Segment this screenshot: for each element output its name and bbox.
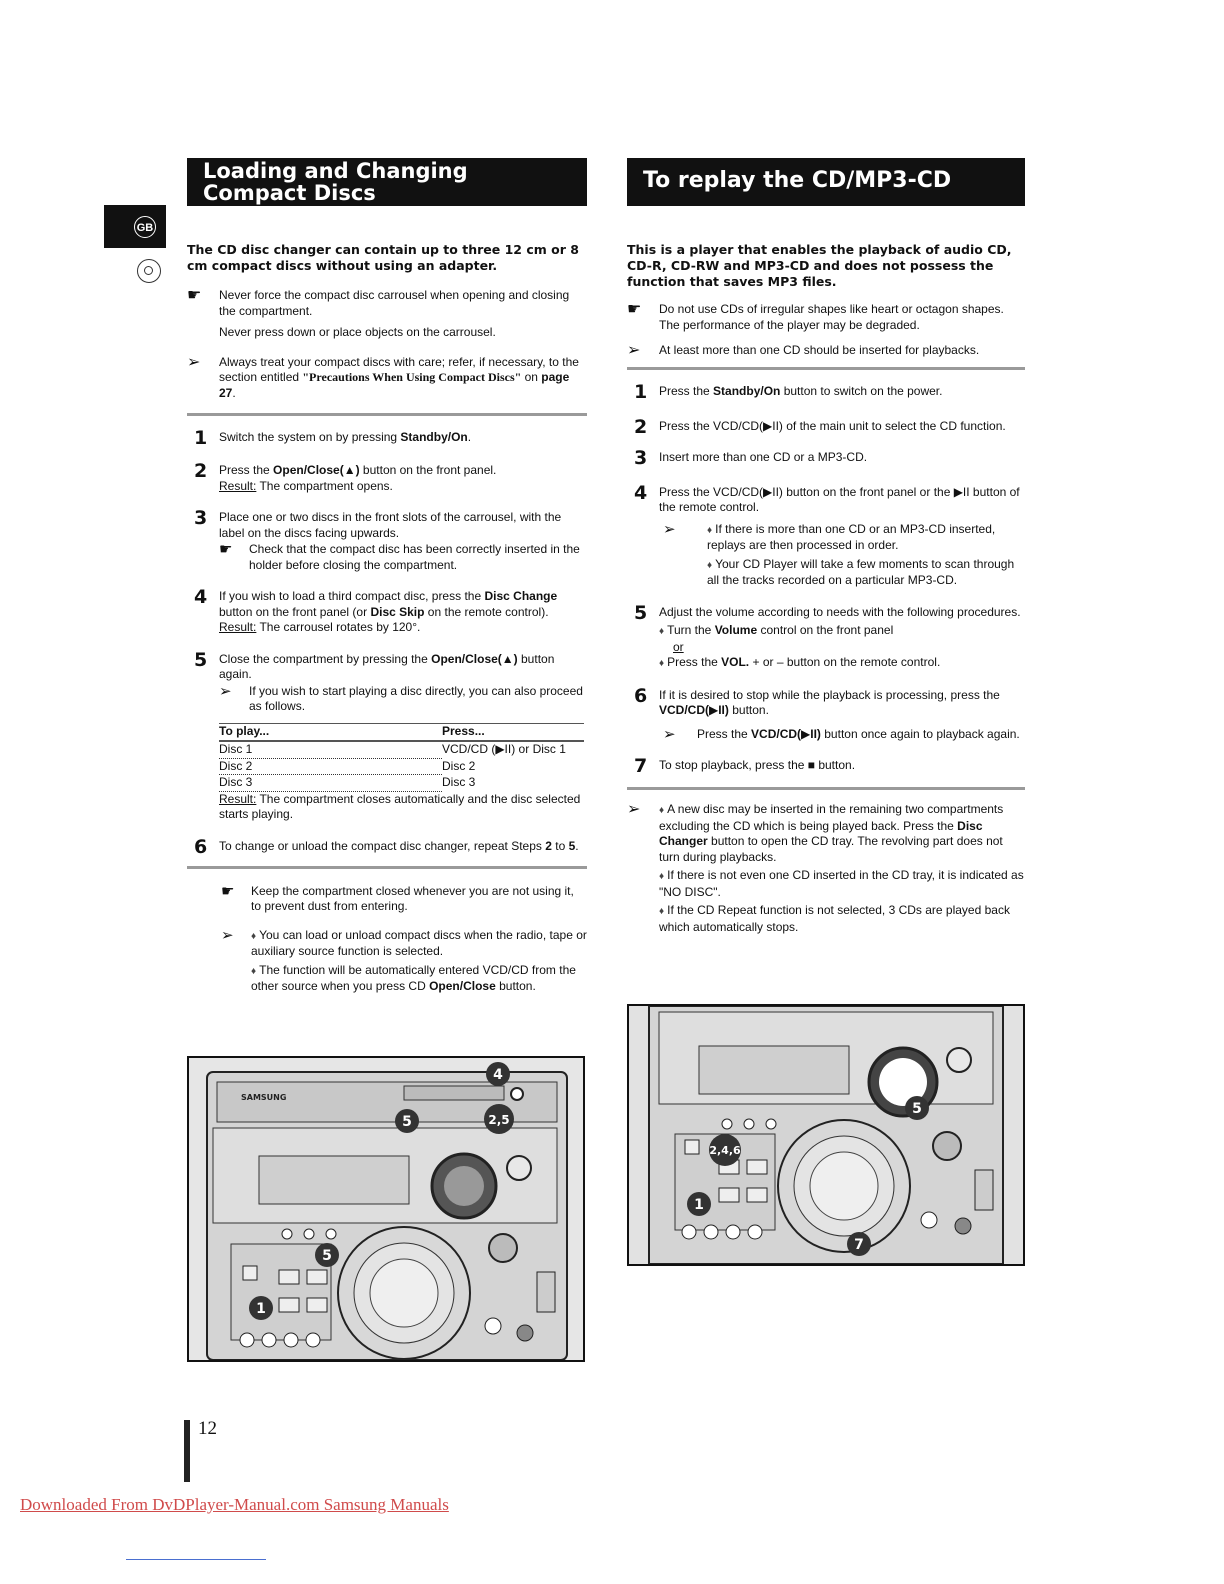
footer-download-link[interactable]: Downloaded From DvDPlayer-Manual.com Samsung Manuals <box>20 1495 449 1514</box>
right-step-6 <box>627 684 1025 743</box>
arrow-tip-icon: ➢ <box>663 520 676 538</box>
step-bold: Standby/On <box>400 430 468 444</box>
left-section-title: Loading and Changing Compact Discs <box>187 158 587 206</box>
step-number: 4 <box>194 586 208 608</box>
step-text: Close the compartment by pressing the <box>219 651 432 666</box>
step-text: button to switch on the power. <box>780 383 943 398</box>
callout-1: 1 <box>694 1197 704 1213</box>
arrow-tip-icon: ➢ <box>219 682 232 700</box>
bullet-text: ♦ If the CD Repeat function is not selected, 3 CDs are played back which automatically stops. <box>659 903 1025 935</box>
right-step-2 <box>627 415 1025 438</box>
pointing-hand-icon: ☛ <box>219 541 233 558</box>
note-text: Never force the compact disc carrousel when opening and closing the compartment. <box>219 288 570 318</box>
step-text: button. <box>728 703 769 717</box>
step-number: 4 <box>634 481 648 504</box>
step-bold: Disc Skip <box>370 604 425 619</box>
page-number: 12 <box>198 1418 217 1439</box>
step-bold: Open/Close(▲) <box>273 463 360 477</box>
right-step-5 <box>627 601 1025 672</box>
note-text: on <box>521 370 542 384</box>
bullet-text: ♦ You can load or unload compact discs when the radio, tape or auxiliary source function is selected. <box>251 928 587 960</box>
step-number: 2 <box>634 415 648 438</box>
table-header-press: Press... <box>442 723 584 741</box>
or-text: or <box>673 639 684 654</box>
step-text: To change or unload the compact disc changer, repeat Steps <box>219 838 546 853</box>
left-bottom-note-2 <box>187 928 587 995</box>
table-cell: Disc 2 <box>219 758 442 775</box>
step-bold: 2 <box>545 838 552 853</box>
right-step-4 <box>627 481 1025 589</box>
note-text: . <box>232 385 236 400</box>
bullet-text: ♦ Your CD Player will take a few moments to scan through all the tracks recorded on a particular MP3-CD. <box>707 557 1025 589</box>
step-bold: Standby/On <box>713 383 781 398</box>
arrow-tip-icon: ➢ <box>663 725 676 743</box>
note-page-ref: page 27 <box>219 370 570 400</box>
bullet-text: button to open the CD tray. The revolving part does not turn during playbacks. <box>659 834 1003 864</box>
arrow-tip-icon: ➢ <box>221 926 234 944</box>
callout-4: 4 <box>493 1067 503 1083</box>
step-number: 1 <box>194 427 208 449</box>
right-section-title: To replay the CD/MP3-CD <box>627 158 1025 206</box>
footer-underline <box>126 1559 266 1560</box>
bullet-text: The function will be automatically entered VCD/CD from the other source when you press CD <box>251 962 576 993</box>
result-text: The compartment closes automatically and the disc selected starts playing. <box>219 791 581 821</box>
step-bold: Open/Close(▲) <box>431 651 518 666</box>
left-intro: The CD disc changer can contain up to three 12 cm or 8 cm compact discs without using an adapter. <box>187 242 579 273</box>
note-bold: VCD/CD(▶II) <box>751 726 821 741</box>
left-step-3 <box>187 507 587 573</box>
step-text: To stop playback, press the ■ button. <box>659 758 856 772</box>
right-step-1 <box>627 380 1025 403</box>
step-text: to <box>551 838 569 853</box>
step-text: . <box>575 838 579 853</box>
table-cell: Disc 3 <box>219 775 442 792</box>
step-bold: VCD/CD(▶II) <box>659 703 729 717</box>
play-table <box>219 723 584 792</box>
right-step-7 <box>627 755 1025 777</box>
step-note: Check that the compact disc has been correctly inserted in the holder before closing the compartment. <box>249 542 580 572</box>
stereo-front-panel-drawing-2 <box>629 1006 1023 1264</box>
left-note-tip <box>187 355 587 402</box>
note-text: button once again to playback again. <box>820 726 1020 741</box>
step-text: button on the front panel (or <box>219 604 371 619</box>
callout-7: 7 <box>854 1237 864 1253</box>
result-label: Result: <box>219 478 257 493</box>
bullet-text: Turn the <box>667 623 715 637</box>
step-text: Place one or two discs in the front slots of the carrousel, with the label on the discs facing upwards. <box>219 510 562 540</box>
table-cell: Disc 2 <box>442 758 476 773</box>
bullet-bold: Disc Changer <box>659 818 983 848</box>
right-note-caution <box>627 302 1025 333</box>
bullet-text: ♦ If there is more than one CD or an MP3-CD inserted, replays are then processed in order. <box>707 522 1025 554</box>
callout-5: 5 <box>402 1114 412 1130</box>
language-tab-gb <box>104 205 166 248</box>
step-number: 2 <box>194 460 208 482</box>
bullet-bold: Open/Close <box>429 979 496 993</box>
note-text: Keep the compartment closed whenever you are not using it, to prevent dust from entering. <box>251 883 574 913</box>
step-text: If it is desired to stop while the playback is processing, press the <box>659 687 1000 702</box>
left-step-1 <box>187 427 587 449</box>
table-row <box>219 775 584 792</box>
right-note-tip <box>627 343 1025 359</box>
bullet-text: + or – button on the remote control. <box>749 655 941 669</box>
brand-label: SAMSUNG <box>241 1093 287 1102</box>
arrow-tip-icon: ➢ <box>187 353 201 371</box>
table-row <box>219 758 584 775</box>
stereo-front-panel-drawing <box>189 1058 583 1360</box>
bullet-text: button. <box>495 979 536 993</box>
callout-1: 1 <box>256 1301 266 1317</box>
step-text: If you wish to load a third compact disc, press the <box>219 589 485 603</box>
step-text: Press the <box>219 463 274 477</box>
step-text: Press the VCD/CD(▶II) button on the front panel or the ▶II button of the remote control. <box>659 484 1020 514</box>
bullet-bold: VOL. <box>721 655 750 669</box>
step-note: If you wish to start playing a disc directly, you can also proceed as follows. <box>249 683 583 713</box>
step-number: 1 <box>634 380 648 403</box>
step-text: Insert more than one CD or a MP3-CD. <box>659 449 868 464</box>
step-text: button again. <box>219 651 555 681</box>
bullet-text: A new disc may be inserted in the remaining two compartments excluding the CD which is being played back. Press the <box>659 802 1004 833</box>
note-text: Press the <box>697 726 752 741</box>
step-number: 3 <box>194 507 208 529</box>
note-text: Never press down or place objects on the carrousel. <box>219 325 496 339</box>
step-text: Press the VCD/CD(▶II) of the main unit to select the CD function. <box>659 418 1006 433</box>
step-text: . <box>467 430 472 444</box>
left-step-4 <box>187 586 587 636</box>
step-bold: 5 <box>568 838 576 853</box>
step-text: button on the front panel. <box>359 463 497 477</box>
left-column <box>187 158 587 995</box>
result-text: The carrousel rotates by 120°. <box>256 620 421 634</box>
step-text: Adjust the volume according to needs with the following procedures. <box>659 604 1021 619</box>
arrow-tip-icon: ➢ <box>627 801 641 818</box>
step-text: on the remote control). <box>424 604 549 619</box>
callout-5-lower: 5 <box>322 1248 332 1264</box>
table-cell: Disc 1 <box>219 741 442 758</box>
table-cell: Disc 3 <box>442 775 476 789</box>
step-number: 3 <box>634 446 648 469</box>
step-number: 6 <box>194 835 208 858</box>
result-label: Result: <box>219 620 257 634</box>
callout-2-5: 2,5 <box>488 1113 510 1127</box>
right-device-illustration <box>627 1004 1025 1266</box>
note-text: Always treat your compact discs with care; refer, if necessary, to the section entitled <box>219 354 579 384</box>
table-header-play: To play... <box>219 723 442 741</box>
left-device-illustration <box>187 1056 585 1362</box>
pointing-hand-icon: ☛ <box>221 882 235 900</box>
pointing-hand-icon: ☛ <box>627 301 642 318</box>
left-bottom-note-1 <box>187 884 587 915</box>
left-step-5 <box>187 648 587 823</box>
right-column <box>627 158 1025 935</box>
right-bottom-notes <box>627 802 1025 935</box>
right-step-3 <box>627 446 1025 469</box>
step-number: 7 <box>634 755 648 777</box>
table-cell: VCD/CD (▶II) or Disc 1 <box>442 742 566 757</box>
note-bold: "Precautions When Using Compact Discs" <box>302 370 522 384</box>
note-text: At least more than one CD should be inserted for playbacks. <box>659 343 980 357</box>
page-number-bar <box>184 1420 190 1482</box>
pointing-hand-icon: ☛ <box>187 287 202 304</box>
gb-badge: GB <box>134 216 156 238</box>
step-text: Press the <box>659 383 714 398</box>
step-bold: Disc Change <box>484 589 558 603</box>
table-row <box>219 741 584 758</box>
result-text: The compartment opens. <box>256 478 393 493</box>
bullet-text: Press the <box>667 655 722 669</box>
left-note-caution <box>187 288 587 341</box>
bullet-text: control on the front panel <box>757 623 894 637</box>
step-number: 5 <box>634 601 648 624</box>
result-label: Result: <box>219 791 257 806</box>
callout-2-4-6: 2,4,6 <box>709 1144 741 1157</box>
left-step-2 <box>187 460 587 494</box>
cd-section-icon <box>137 259 161 283</box>
bullet-bold: Volume <box>714 623 758 637</box>
step-number: 6 <box>634 684 648 707</box>
left-step-6 <box>187 835 587 858</box>
callout-5: 5 <box>912 1101 922 1117</box>
arrow-tip-icon: ➢ <box>627 342 641 359</box>
right-intro: This is a player that enables the playback of audio CD, CD-R, CD-RW and MP3-CD and does not possess the function that saves MP3 files. <box>627 242 1012 289</box>
step-text: Switch the system on by pressing <box>219 430 401 444</box>
step-number: 5 <box>194 648 208 671</box>
bullet-text: ♦ If there is not even one CD inserted in the CD tray, it is indicated as "NO DISC". <box>659 868 1025 900</box>
note-text: Do not use CDs of irregular shapes like heart or octagon shapes. The performance of the player may be degraded. <box>659 302 1004 332</box>
